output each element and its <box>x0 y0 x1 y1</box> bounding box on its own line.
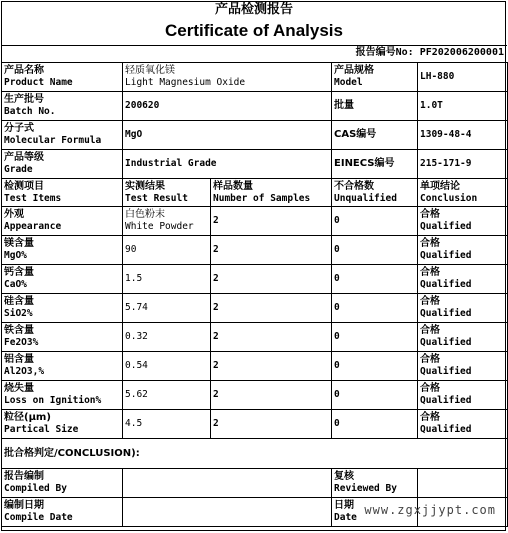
conclusion-label: 批合格判定/CONCLUSION): <box>2 439 508 469</box>
test-row <box>2 265 508 294</box>
test-samples: 2 <box>211 381 332 410</box>
conclusion-row <box>2 439 508 469</box>
info-label: EINECS编号 <box>332 150 418 179</box>
test-samples: 2 <box>211 265 332 294</box>
test-conclusion: 合格 Qualified <box>418 265 508 294</box>
test-item: 钙含量 CaO% <box>2 265 123 294</box>
test-result: 4.5 <box>123 410 211 439</box>
test-conclusion: 合格 Qualified <box>418 352 508 381</box>
report-number: 报告编号No: PF202006200001 <box>355 47 504 58</box>
info-label: 产品规格 Model <box>332 63 418 92</box>
certificate-table <box>1 62 508 527</box>
test-item: 镁含量 MgO% <box>2 236 123 265</box>
test-item: 硅含量 SiO2% <box>2 294 123 323</box>
header-test-items: 检测项目 Test Items <box>2 179 123 207</box>
test-unqualified: 0 <box>332 236 418 265</box>
info-label: 生产批号 Batch No. <box>2 92 123 121</box>
test-conclusion: 合格 Qualified <box>418 410 508 439</box>
info-value: Industrial Grade <box>123 150 332 179</box>
test-result: 1.5 <box>123 265 211 294</box>
test-result: 0.32 <box>123 323 211 352</box>
info-label: 产品名称 Product Name <box>2 63 123 92</box>
info-label: 产品等级 Grade <box>2 150 123 179</box>
info-value: 轻质氧化镁 Light Magnesium Oxide <box>123 63 332 92</box>
signature-label: 编制日期 Compile Date <box>2 498 123 527</box>
test-result: 90 <box>123 236 211 265</box>
test-samples: 2 <box>211 236 332 265</box>
test-row <box>2 381 508 410</box>
signature-value <box>418 469 508 498</box>
info-row <box>2 121 508 150</box>
test-conclusion: 合格 Qualified <box>418 207 508 236</box>
signature-label: 日期 Date <box>332 498 418 527</box>
test-unqualified: 0 <box>332 265 418 294</box>
test-result: 5.74 <box>123 294 211 323</box>
test-row <box>2 352 508 381</box>
test-item: 铝含量 Al2O3,% <box>2 352 123 381</box>
info-value: 215-171-9 <box>418 150 508 179</box>
test-unqualified: 0 <box>332 410 418 439</box>
title-english: Certificate of Analysis <box>165 21 343 40</box>
test-header-row <box>2 179 508 207</box>
signature-label: 报告编制 Compiled By <box>2 469 123 498</box>
test-unqualified: 0 <box>332 294 418 323</box>
title-chinese: 产品检测报告 <box>214 2 293 17</box>
test-conclusion: 合格 Qualified <box>418 323 508 352</box>
test-row <box>2 410 508 439</box>
test-unqualified: 0 <box>332 352 418 381</box>
test-unqualified: 0 <box>332 207 418 236</box>
test-row <box>2 294 508 323</box>
test-result: 白色粉末 White Powder <box>123 207 211 236</box>
info-value: MgO <box>123 121 332 150</box>
header-test-result: 实测结果 Test Result <box>123 179 211 207</box>
test-item: 铁含量 Fe2O3% <box>2 323 123 352</box>
test-samples: 2 <box>211 323 332 352</box>
test-samples: 2 <box>211 352 332 381</box>
header-samples: 样品数量 Number of Samples <box>211 179 332 207</box>
test-row <box>2 236 508 265</box>
info-label: CAS编号 <box>332 121 418 150</box>
test-samples: 2 <box>211 410 332 439</box>
info-row <box>2 63 508 92</box>
info-row <box>2 150 508 179</box>
info-label: 批量 <box>332 92 418 121</box>
info-label: 分子式 Molecular Formula <box>2 121 123 150</box>
watermark: www.zgxjjypt.com <box>364 503 496 517</box>
test-result: 0.54 <box>123 352 211 381</box>
header-conclusion: 单项结论 Conclusion <box>418 179 508 207</box>
test-samples: 2 <box>211 294 332 323</box>
test-unqualified: 0 <box>332 323 418 352</box>
info-value: 1.0T <box>418 92 508 121</box>
test-unqualified: 0 <box>332 381 418 410</box>
test-item: 粒径(μm) Partical Size <box>2 410 123 439</box>
test-result: 5.62 <box>123 381 211 410</box>
info-value: 200620 <box>123 92 332 121</box>
signature-value <box>123 469 332 498</box>
info-row <box>2 92 508 121</box>
signature-value <box>123 498 332 527</box>
test-conclusion: 合格 Qualified <box>418 381 508 410</box>
test-conclusion: 合格 Qualified <box>418 294 508 323</box>
header-unqualified: 不合格数 Unqualified <box>332 179 418 207</box>
signature-row <box>2 469 508 498</box>
info-value: LH-880 <box>418 63 508 92</box>
test-row <box>2 207 508 236</box>
test-samples: 2 <box>211 207 332 236</box>
signature-label: 复核 Reviewed By <box>332 469 418 498</box>
test-item: 烧失量 Loss on Ignition% <box>2 381 123 410</box>
test-item: 外观 Appearance <box>2 207 123 236</box>
test-row <box>2 323 508 352</box>
info-value: 1309-48-4 <box>418 121 508 150</box>
test-conclusion: 合格 Qualified <box>418 236 508 265</box>
